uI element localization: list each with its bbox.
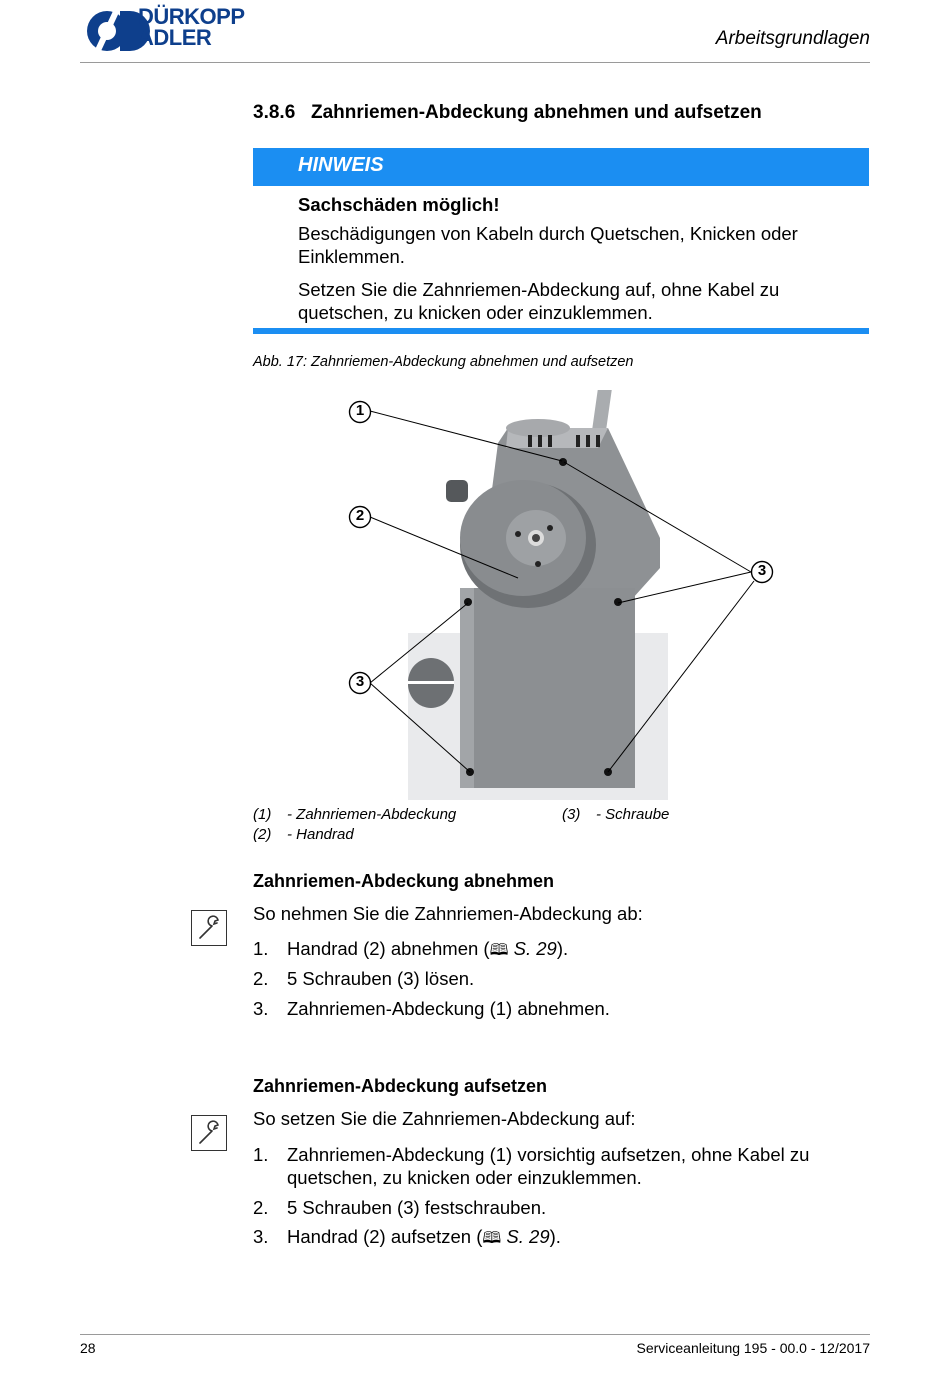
brand-name: [138, 6, 245, 48]
notice-label: HINWEIS: [298, 154, 384, 176]
step-text-end: ).: [556, 938, 569, 959]
legend-number: (3): [562, 806, 581, 823]
legend-item: [562, 806, 670, 823]
step-text: Zahnriemen-Abdeckung (1) abnehmen.: [287, 998, 610, 1019]
notice-text-2: Setzen Sie die Zahnriemen-Abdeckung auf, ohne Kabel zu quetschen, zu knicken oder einzuklemmen.: [298, 279, 780, 323]
book-icon: 🕮: [482, 1230, 502, 1247]
page-number: 28: [80, 1340, 96, 1356]
callout-number: 1: [355, 402, 365, 419]
header-divider: [80, 62, 870, 63]
notice-header-bar: [253, 148, 869, 186]
remove-intro: So nehmen Sie die Zahnriemen-Abdeckung ab:: [253, 903, 643, 924]
callout-number: 2: [355, 507, 365, 524]
legend-text: - Zahnriemen-Abdeckung: [287, 806, 457, 823]
step-number: 3.: [253, 1226, 269, 1247]
step-text-start: Handrad (2) aufsetzen (: [287, 1226, 483, 1247]
book-icon: 🕮: [489, 942, 509, 959]
legend-text: - Schraube: [596, 806, 670, 823]
section-heading: [253, 102, 762, 124]
step-number: 2.: [253, 1197, 269, 1218]
legend-number: (1): [253, 806, 272, 823]
step-number: 3.: [253, 998, 269, 1019]
chapter-title: Arbeitsgrundlagen: [715, 28, 870, 49]
remove-heading: Zahnriemen-Abdeckung abnehmen: [253, 871, 555, 891]
callout-lines: [340, 395, 780, 790]
step-text-end: ).: [549, 1226, 561, 1247]
step-text: [287, 1225, 847, 1250]
notice-heading: Sachschäden möglich!: [298, 194, 500, 215]
document-id: Serviceanleitung 195 - 00.0 - 12/2017: [636, 1340, 870, 1356]
step-number: 2.: [253, 968, 269, 989]
brand-line-1: DÜRKOPP: [138, 4, 245, 29]
section-title: Zahnriemen-Abdeckung abnehmen und aufsetzen: [311, 102, 762, 123]
callout-number: 3: [355, 673, 365, 690]
callout-badge: [750, 560, 774, 589]
callout-badge: [348, 671, 372, 700]
legend-number: (2): [253, 826, 272, 843]
page-reference-link[interactable]: S. 29: [513, 938, 557, 959]
brand-line-2: ADLER: [138, 25, 212, 50]
callout-number: 3: [757, 562, 767, 579]
legend-text: - Handrad: [287, 826, 354, 843]
wrench-icon: [191, 1115, 227, 1151]
step-number: 1.: [253, 938, 269, 959]
figure-caption: Abb. 17: Zahnriemen-Abdeckung abnehmen und aufsetzen: [253, 354, 634, 370]
legend-item: [253, 806, 457, 823]
step-text: 5 Schrauben (3) lösen.: [287, 968, 475, 989]
step-number: 1.: [253, 1144, 269, 1165]
step-text: [287, 937, 847, 962]
wrench-icon: [191, 910, 227, 946]
step-text: 5 Schrauben (3) festschrauben.: [287, 1197, 547, 1218]
notice-text-1: Beschädigungen von Kabeln durch Quetschen, Knicken oder Einklemmen.: [298, 223, 798, 267]
section-number: 3.8.6: [253, 102, 296, 123]
page-reference-link[interactable]: S. 29: [506, 1226, 550, 1247]
footer-divider: [80, 1334, 870, 1335]
step-text-start: Handrad (2) abnehmen (: [287, 938, 490, 959]
callout-badge: [348, 505, 372, 534]
install-heading: Zahnriemen-Abdeckung aufsetzen: [253, 1076, 548, 1096]
legend-item: [253, 826, 354, 843]
step-text: Zahnriemen-Abdeckung (1) vorsichtig aufsetzen, ohne Kabel zu quetschen, zu knicken oder einzuklemmen.: [287, 1144, 810, 1188]
callout-badge: [348, 400, 372, 429]
install-intro: So setzen Sie die Zahnriemen-Abdeckung auf:: [253, 1108, 636, 1129]
notice-footer-bar: [253, 328, 869, 334]
